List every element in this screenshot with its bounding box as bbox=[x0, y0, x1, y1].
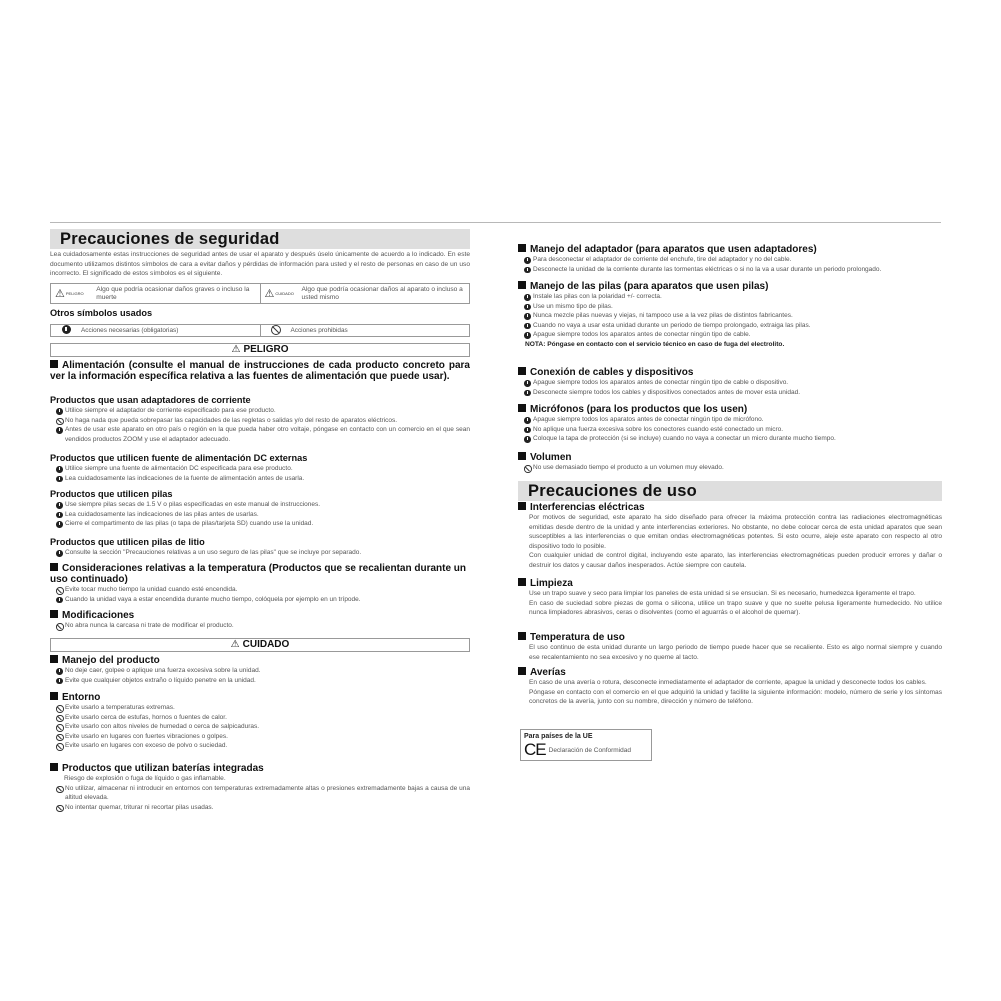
symbol-prohibited bbox=[260, 325, 470, 336]
peligro-banner bbox=[50, 343, 470, 357]
prohibited-action-icon bbox=[56, 705, 64, 713]
section-baterias bbox=[50, 763, 470, 812]
required-action-icon bbox=[524, 332, 531, 339]
section-heading: Micrófonos (para los productos que los usen) bbox=[518, 404, 942, 415]
symbol-label: Acciones prohibidas bbox=[290, 327, 348, 334]
legend-text: Algo que podría ocasionar daños al aparato o incluso a usted mismo bbox=[301, 285, 463, 301]
list-item: Desconecte la unidad de la corriente durante las tormentas eléctricas o si no la va a usar durante un periodo prolongado. bbox=[518, 265, 942, 275]
section-heading: Interferencias eléctricas bbox=[518, 502, 942, 513]
list-item: No use demasiado tiempo el producto a un volumen muy elevado. bbox=[518, 463, 942, 473]
list-item: Evite usarlo en lugares con fuertes vibraciones o golpes. bbox=[50, 732, 470, 742]
section-heading: Modificaciones bbox=[50, 610, 470, 621]
paragraph: El uso continuo de esta unidad durante un largo periodo de tiempo puede hacer que se recaliente. Esto es algo normal siempre y cuando ese recalentamiento no sea excesivo y no queme al tacto. bbox=[529, 644, 942, 661]
intro-paragraph: Lea cuidadosamente estas instrucciones de seguridad antes de usar el aparato y después úselo únicamente de acuerdo a lo indicado. En este documento utilizamos distintos símbolos de cara a evitar daños y pérdidas de información para usted y el resto de personas en caso de un uso incorrecto. El significado de estos símbolos es el siguiente. bbox=[50, 251, 470, 278]
prohibited-action-icon bbox=[524, 465, 532, 473]
cuidado-banner bbox=[50, 638, 470, 652]
required-action-icon bbox=[524, 294, 531, 301]
paragraph: Póngase en contacto con el comercio en el que adquirió la unidad y facilite la siguiente información: modelo, número de serie y los síntomas concretos de la avería, junto con su nombre, dirección y número de teléfono. bbox=[529, 688, 942, 706]
required-action-icon bbox=[62, 325, 71, 334]
symbol-required bbox=[51, 325, 260, 336]
square-bullet-icon bbox=[50, 763, 58, 771]
list-item: Utilice siempre una fuente de alimentación DC especificada para ese producto. bbox=[50, 464, 470, 474]
other-symbols-table bbox=[50, 324, 470, 337]
square-bullet-icon bbox=[518, 404, 526, 412]
list-item: No deje caer, golpee o aplique una fuerza excesiva sobre la unidad. bbox=[50, 666, 470, 676]
section-heading: Productos que utilicen fuente de alimentación DC externas bbox=[50, 453, 308, 463]
required-action-icon bbox=[56, 476, 63, 483]
list-item: No intentar quemar, triturar ni recortar pilas usadas. bbox=[50, 803, 470, 813]
list-item: Para desconectar el adaptador de corriente del enchufe, tire del adaptador y no del cable. bbox=[518, 255, 942, 265]
warning-triangle-icon: ⚠ bbox=[231, 344, 241, 355]
list-item: Apague siempre todos los aparatos antes de conectar ningún tipo de micrófono. bbox=[518, 415, 942, 425]
prohibited-action-icon bbox=[56, 805, 64, 813]
section-manejo-adaptador bbox=[518, 244, 942, 274]
section-heading: Temperatura de uso bbox=[518, 632, 942, 643]
section-limpieza bbox=[518, 578, 942, 618]
list-item: Evite usarlo en lugares con exceso de polvo o suciedad. bbox=[50, 741, 470, 751]
prohibited-action-icon bbox=[56, 743, 64, 751]
list-item: Apague siempre todos los aparatos antes de conectar ningún tipo de cable. bbox=[518, 330, 942, 340]
section-heading: Productos que usan adaptadores de corriente bbox=[50, 395, 251, 405]
list-item: Instale las pilas con la polaridad +/- correcta. bbox=[518, 292, 942, 302]
section-heading: Consideraciones relativas a la temperatura (Productos que se recalientan durante un uso continuado) bbox=[50, 563, 467, 585]
prohibited-action-icon bbox=[56, 724, 64, 732]
required-action-icon bbox=[56, 408, 63, 415]
eu-title: Para países de la UE bbox=[524, 733, 593, 740]
prohibited-action-icon bbox=[56, 418, 64, 426]
section-microfonos bbox=[518, 404, 942, 444]
section-heading: Manejo del adaptador (para aparatos que usen adaptadores) bbox=[518, 244, 942, 255]
list-item: Evite que cualquier objetos extraño o líquido penetre en la unidad. bbox=[50, 676, 470, 686]
legend-text: Algo que podría ocasionar daños graves o incluso la muerte bbox=[96, 285, 250, 301]
list-item: Utilice siempre el adaptador de corriente especificado para ese producto. bbox=[50, 406, 470, 416]
required-action-icon bbox=[56, 550, 63, 557]
list-item: Cierre el compartimento de las pilas (o tapa de pilas/tarjeta SD) cuando use la unidad. bbox=[50, 519, 470, 529]
required-action-icon bbox=[524, 267, 531, 274]
list-item: Desconecte siempre todos los cables y dispositivos conectados antes de mover esta unidad. bbox=[518, 388, 942, 398]
required-action-icon bbox=[56, 502, 63, 509]
square-bullet-icon bbox=[518, 632, 526, 640]
list-item: Coloque la tapa de protección (si se incluye) cuando no vaya a conectar un micro durante mucho tiempo. bbox=[518, 434, 942, 444]
legend-peligro bbox=[51, 284, 260, 303]
square-bullet-icon bbox=[50, 692, 58, 700]
list-item: Apague siempre todos los aparatos antes de conectar ningún tipo de cable o dispositivo. bbox=[518, 378, 942, 388]
section-heading: Averías bbox=[518, 667, 942, 678]
section-entorno bbox=[50, 692, 470, 751]
list-item: Use un mismo tipo de pilas. bbox=[518, 302, 942, 312]
section-heading: Manejo de las pilas (para aparatos que usen pilas) bbox=[518, 281, 942, 292]
prohibited-action-icon bbox=[56, 734, 64, 742]
required-action-icon bbox=[524, 390, 531, 397]
list-item: Lea cuidadosamente las indicaciones de las pilas antes de usarlas. bbox=[50, 510, 470, 520]
list-item: Lea cuidadosamente las indicaciones de la fuente de alimentación antes de usarla. bbox=[50, 474, 470, 484]
paragraph: En caso de suciedad sobre piezas de goma o silicona, utilice un trapo suave y que no suelte pelusa ligeramente humedecido. No utilice nunca limpiadores abrasivos, ceras o disolventes (como el aguarrás o el alcohol de quemar). bbox=[529, 599, 942, 617]
section-modificaciones bbox=[50, 610, 470, 631]
paragraph: Use un trapo suave y seco para limpiar los paneles de esta unidad si se ensucian. Si es necesario, humedezca ligeramente el trapo. bbox=[529, 590, 916, 597]
prohibited-action-icon bbox=[56, 715, 64, 723]
required-action-icon bbox=[56, 521, 63, 528]
section-heading: Productos que utilizan baterías integradas bbox=[50, 763, 470, 774]
section-dc bbox=[50, 453, 470, 483]
list-item: Evite usarlo cerca de estufas, hornos o fuentes de calor. bbox=[50, 713, 470, 723]
required-action-icon bbox=[524, 380, 531, 387]
section-cables bbox=[518, 367, 942, 397]
list-item: Cuando la unidad vaya a estar encendida durante mucho tiempo, colóquela por ejemplo en un trípode. bbox=[50, 595, 470, 605]
required-action-icon bbox=[524, 436, 531, 443]
square-bullet-icon bbox=[518, 452, 526, 460]
list-item: Evite usarlo a temperaturas extremas. bbox=[50, 703, 470, 713]
list-item: Evite usarlo con altos niveles de humedad o cerca de salpicaduras. bbox=[50, 722, 470, 732]
square-bullet-icon bbox=[518, 281, 526, 289]
list-item: No abra nunca la carcasa ni trate de modificar el producto. bbox=[50, 621, 470, 631]
prohibited-action-icon bbox=[56, 587, 64, 595]
required-action-icon bbox=[524, 304, 531, 311]
required-action-icon bbox=[524, 313, 531, 320]
paragraph: Con cualquier unidad de control digital, incluyendo este aparato, las interferencias electromagnéticas pueden producir errores y dañar o destruir los datos y causar daños inesperados. Actúe siempre con cautela. bbox=[529, 552, 942, 569]
baterias-note: Riesgo de explosión o fuga de líquido o gas inflamable. bbox=[64, 775, 226, 782]
section-pilas bbox=[50, 489, 470, 529]
square-bullet-icon bbox=[50, 655, 58, 663]
section-manejo-producto bbox=[50, 655, 470, 685]
required-action-icon bbox=[56, 427, 63, 434]
section-heading: Volumen bbox=[518, 452, 942, 463]
required-action-icon bbox=[524, 417, 531, 424]
list-item: Evite tocar mucho tiempo la unidad cuando esté encendida. bbox=[50, 585, 470, 595]
square-bullet-icon bbox=[50, 563, 58, 571]
legend-tag: PELIGRO bbox=[65, 290, 84, 296]
banner-label: PELIGRO bbox=[243, 344, 289, 355]
prohibited-action-icon bbox=[271, 325, 281, 335]
alimentacion-heading: Alimentación (consulte el manual de instrucciones de cada producto concreto para ver la información específica relativa a las fuentes de alimentación que puede usar). bbox=[50, 360, 470, 382]
square-bullet-icon bbox=[518, 578, 526, 586]
section-title-bar bbox=[518, 481, 942, 501]
section-manejo-pilas bbox=[518, 281, 942, 349]
paragraph: En caso de una avería o rotura, desconecte inmediatamente el adaptador de corriente, apague la unidad y desconecte todos los cables. bbox=[529, 679, 927, 686]
top-divider bbox=[50, 222, 941, 223]
required-action-icon bbox=[524, 427, 531, 434]
section-heading: Manejo del producto bbox=[50, 655, 470, 666]
legend-cuidado bbox=[260, 284, 470, 303]
section-temperatura bbox=[50, 563, 470, 604]
square-bullet-icon bbox=[518, 367, 526, 375]
section-heading: Limpieza bbox=[518, 578, 942, 589]
section-volumen bbox=[518, 452, 942, 473]
square-bullet-icon bbox=[518, 502, 526, 510]
section-title-bar bbox=[50, 229, 470, 249]
banner-label: CUIDADO bbox=[242, 639, 290, 650]
electrolyte-note: NOTA: Póngase en contacto con el servicio técnico en caso de fuga del electrolito. bbox=[525, 340, 785, 348]
page-title: Precauciones de seguridad bbox=[60, 230, 280, 248]
ce-mark-icon: CE bbox=[524, 740, 546, 759]
section-heading: Conexión de cables y dispositivos bbox=[518, 367, 942, 378]
list-item: No utilizar, almacenar ni introducir en entornos con temperaturas extremadamente altas o presiones extremadamente bajas a causa de una altitud elevada. bbox=[50, 784, 470, 803]
section-litio bbox=[50, 537, 470, 558]
other-symbols-heading: Otros símbolos usados bbox=[50, 308, 153, 318]
section-adaptadores bbox=[50, 395, 470, 444]
section-temperatura-uso bbox=[518, 632, 942, 662]
section-heading: Productos que utilicen pilas bbox=[50, 489, 173, 499]
required-action-icon bbox=[56, 512, 63, 519]
eu-conformity-box bbox=[520, 729, 652, 761]
required-action-icon bbox=[56, 678, 63, 685]
prohibited-action-icon bbox=[56, 623, 64, 631]
usage-title: Precauciones de uso bbox=[528, 482, 697, 500]
prohibited-action-icon bbox=[56, 786, 64, 794]
section-heading: Productos que utilicen pilas de litio bbox=[50, 537, 205, 547]
square-bullet-icon bbox=[518, 667, 526, 675]
required-action-icon bbox=[524, 323, 531, 330]
list-item: Cuando no vaya a usar esta unidad durante un periodo de tiempo prolongado, extraiga las pilas. bbox=[518, 321, 942, 331]
square-bullet-icon bbox=[518, 244, 526, 252]
section-interferencias bbox=[518, 502, 942, 571]
list-item: Use siempre pilas secas de 1.5 V o pilas especificadas en este manual de instrucciones. bbox=[50, 500, 470, 510]
warning-triangle-icon: ⚠ bbox=[264, 287, 275, 300]
list-item: No aplique una fuerza excesiva sobre los conectores cuando esté conectado un micro. bbox=[518, 425, 942, 435]
square-bullet-icon bbox=[50, 610, 58, 618]
list-item: No haga nada que pueda sobrepasar las capacidades de las regletas o salidas y/o del resto de aparatos eléctricos. bbox=[50, 416, 470, 426]
section-averias bbox=[518, 667, 942, 707]
square-bullet-icon bbox=[50, 360, 58, 368]
required-action-icon bbox=[56, 597, 63, 604]
section-heading: Entorno bbox=[50, 692, 470, 703]
list-item: Consulte la sección "Precauciones relativas a un uso seguro de las pilas" que se incluye por separado. bbox=[50, 548, 470, 558]
required-action-icon bbox=[524, 257, 531, 264]
required-action-icon bbox=[56, 668, 63, 675]
list-item: Nunca mezcle pilas nuevas y viejas, ni tampoco use a la vez pilas de distintos fabricantes. bbox=[518, 311, 942, 321]
list-item: Antes de usar este aparato en otro país o región en la que pueda haber otro voltaje, póngase en contacto con un comercio en el que sean vendidos productos ZOOM y use el adaptador adecuado. bbox=[50, 425, 470, 444]
hazard-legend-table bbox=[50, 283, 470, 304]
symbol-label: Acciones necesarias (obligatorias) bbox=[81, 327, 179, 334]
legend-tag: CUIDADO bbox=[275, 290, 294, 296]
warning-triangle-icon: ⚠ bbox=[55, 287, 65, 300]
paragraph: Por motivos de seguridad, este aparato ha sido diseñado para ofrecer la máxima protección contra las radiaciones electromagnéticas emitidas desde dentro de la unidad y ante interferencias exteriores. No obstante, no debe colocar cerca de esta unidad aparatos que sean susceptibles a las interferencias o que emitan ondas electromagnéticas potentes. Si esto ocurre, aleje este aparato con respecto al otro dispositivo todo lo posible. bbox=[529, 514, 942, 550]
eu-declaration-text: Declaración de Conformidad bbox=[548, 746, 632, 754]
required-action-icon bbox=[56, 466, 63, 473]
warning-triangle-icon: ⚠ bbox=[230, 639, 240, 650]
